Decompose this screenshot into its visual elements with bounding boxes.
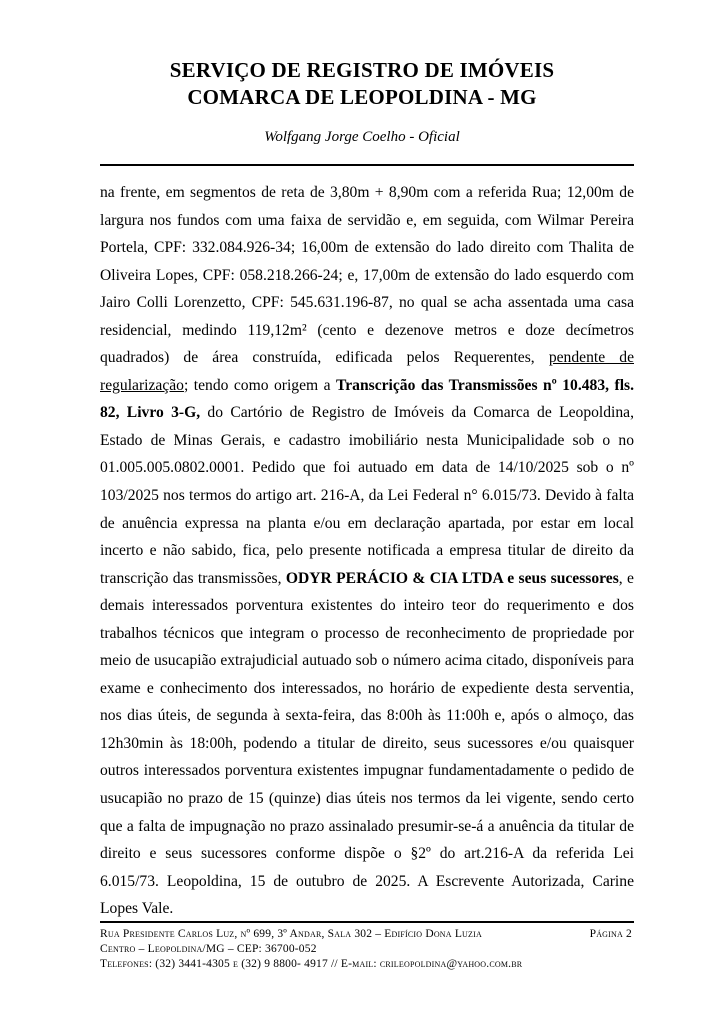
body-text-segment: Transcrição das Transmissões nº 10.483, fls. 82, Livro 3-G, xyxy=(100,376,634,422)
footer-contacts: Telefones: (32) 3441-4305 e (32) 9 8800- 4917 // E-mail: crileopoldina@yahoo.com.br xyxy=(100,958,523,970)
body-text-segment: , e demais interessados porventura existentes do inteiro teor do requerimento e dos trabalhos técnicos que integram o processo de reconhecimento de propriedade por meio de usucapião extrajudicial autuado sob o número acima citado, disponíveis para exame e conhecimento dos interessados, no horário de expediente desta serventia, nos dias úteis, de segunda à sexta-feira, das 8:00h às 11:00h e, após o almoço, das 12h30min às 18:00h, podendo a titular de direito, seus sucessores e/ou quaisquer outros interessados porventura existentes impugnar fundamentadamente o pedido de usucapião no prazo de 15 (quinze) dias úteis nos termos da lei vigente, sendo certo que a falta de impugnação no prazo assinalado presumir-se-á a anuência da titular de direito e seus sucessores conforme dispõe o §2º do art.216-A da referida Lei 6.015/73. Leopoldina, 15 de outubro de 2025. A Escrevente Autorizada, Carine Lopes Vale. xyxy=(100,569,634,918)
footer-address-line2: Centro – Leopoldina/MG – CEP: 36700-052 xyxy=(100,943,317,955)
body-text-segment: pendente de regularização xyxy=(100,349,634,394)
body-text-segment: ODYR PERÁCIO & CIA LTDA e seus sucessores xyxy=(285,569,619,587)
office-title-line2: COMARCA DE LEOPOLDINA - MG xyxy=(187,85,537,109)
page-footer xyxy=(100,921,634,972)
footer-row xyxy=(100,927,634,942)
official-name: Wolfgang Jorge Coelho - Oficial xyxy=(264,129,460,145)
letterhead xyxy=(0,0,724,146)
footer-address-line1: Rua Presidente Carlos Luz, nº 699, 3º Andar, Sala 302 – Edifício Dona Luzia xyxy=(100,928,482,940)
body-paragraph xyxy=(100,179,634,923)
page-number: Página 2 xyxy=(589,928,632,940)
office-title-line1: SERVIÇO DE REGISTRO DE IMÓVEIS xyxy=(169,58,555,82)
body-text-segment: do Cartório de Registro de Imóveis da Comarca de Leopoldina, Estado de Minas Gerais, e cadastro imobiliário nesta Municipalidade sob o no 01.005.005.0802.0001. Pedido que foi autuado em data de 14/10/2025 sob o nº 103/2025 nos termos do artigo art. 216-A, da Lei Federal n° 6.015/73. Devido à falta de anuência expressa na planta e/ou em declaração apartada, por estar em local incerto e não sabido, fica, pelo presente notificada a empresa titular de direito da transcrição das transmissões, xyxy=(100,404,634,587)
document-body xyxy=(100,179,634,923)
body-text-segment: ; tendo como origem a xyxy=(183,376,336,394)
header-divider xyxy=(100,164,634,166)
body-text-segment: na frente, em segmentos de reta de 3,80m + 8,90m com a referida Rua; 12,00m de largura nos fundos com uma faixa de servidão e, em seguida, com Wilmar Pereira Portela, CPF: 332.084.926-34; 16,00m de extensão do lado direito com Thalita de Oliveira Lopes, CPF: 058.218.266-24; e, 17,00m de extensão do lado esquerdo com Jairo Colli Lorenzetto, CPF: 545.631.196-87, no qual se acha assentada uma casa residencial, medindo 119,12m² (cento e dezenove metros e doze decímetros quadrados) de área construída, edificada pelos Requerentes, xyxy=(100,184,634,367)
